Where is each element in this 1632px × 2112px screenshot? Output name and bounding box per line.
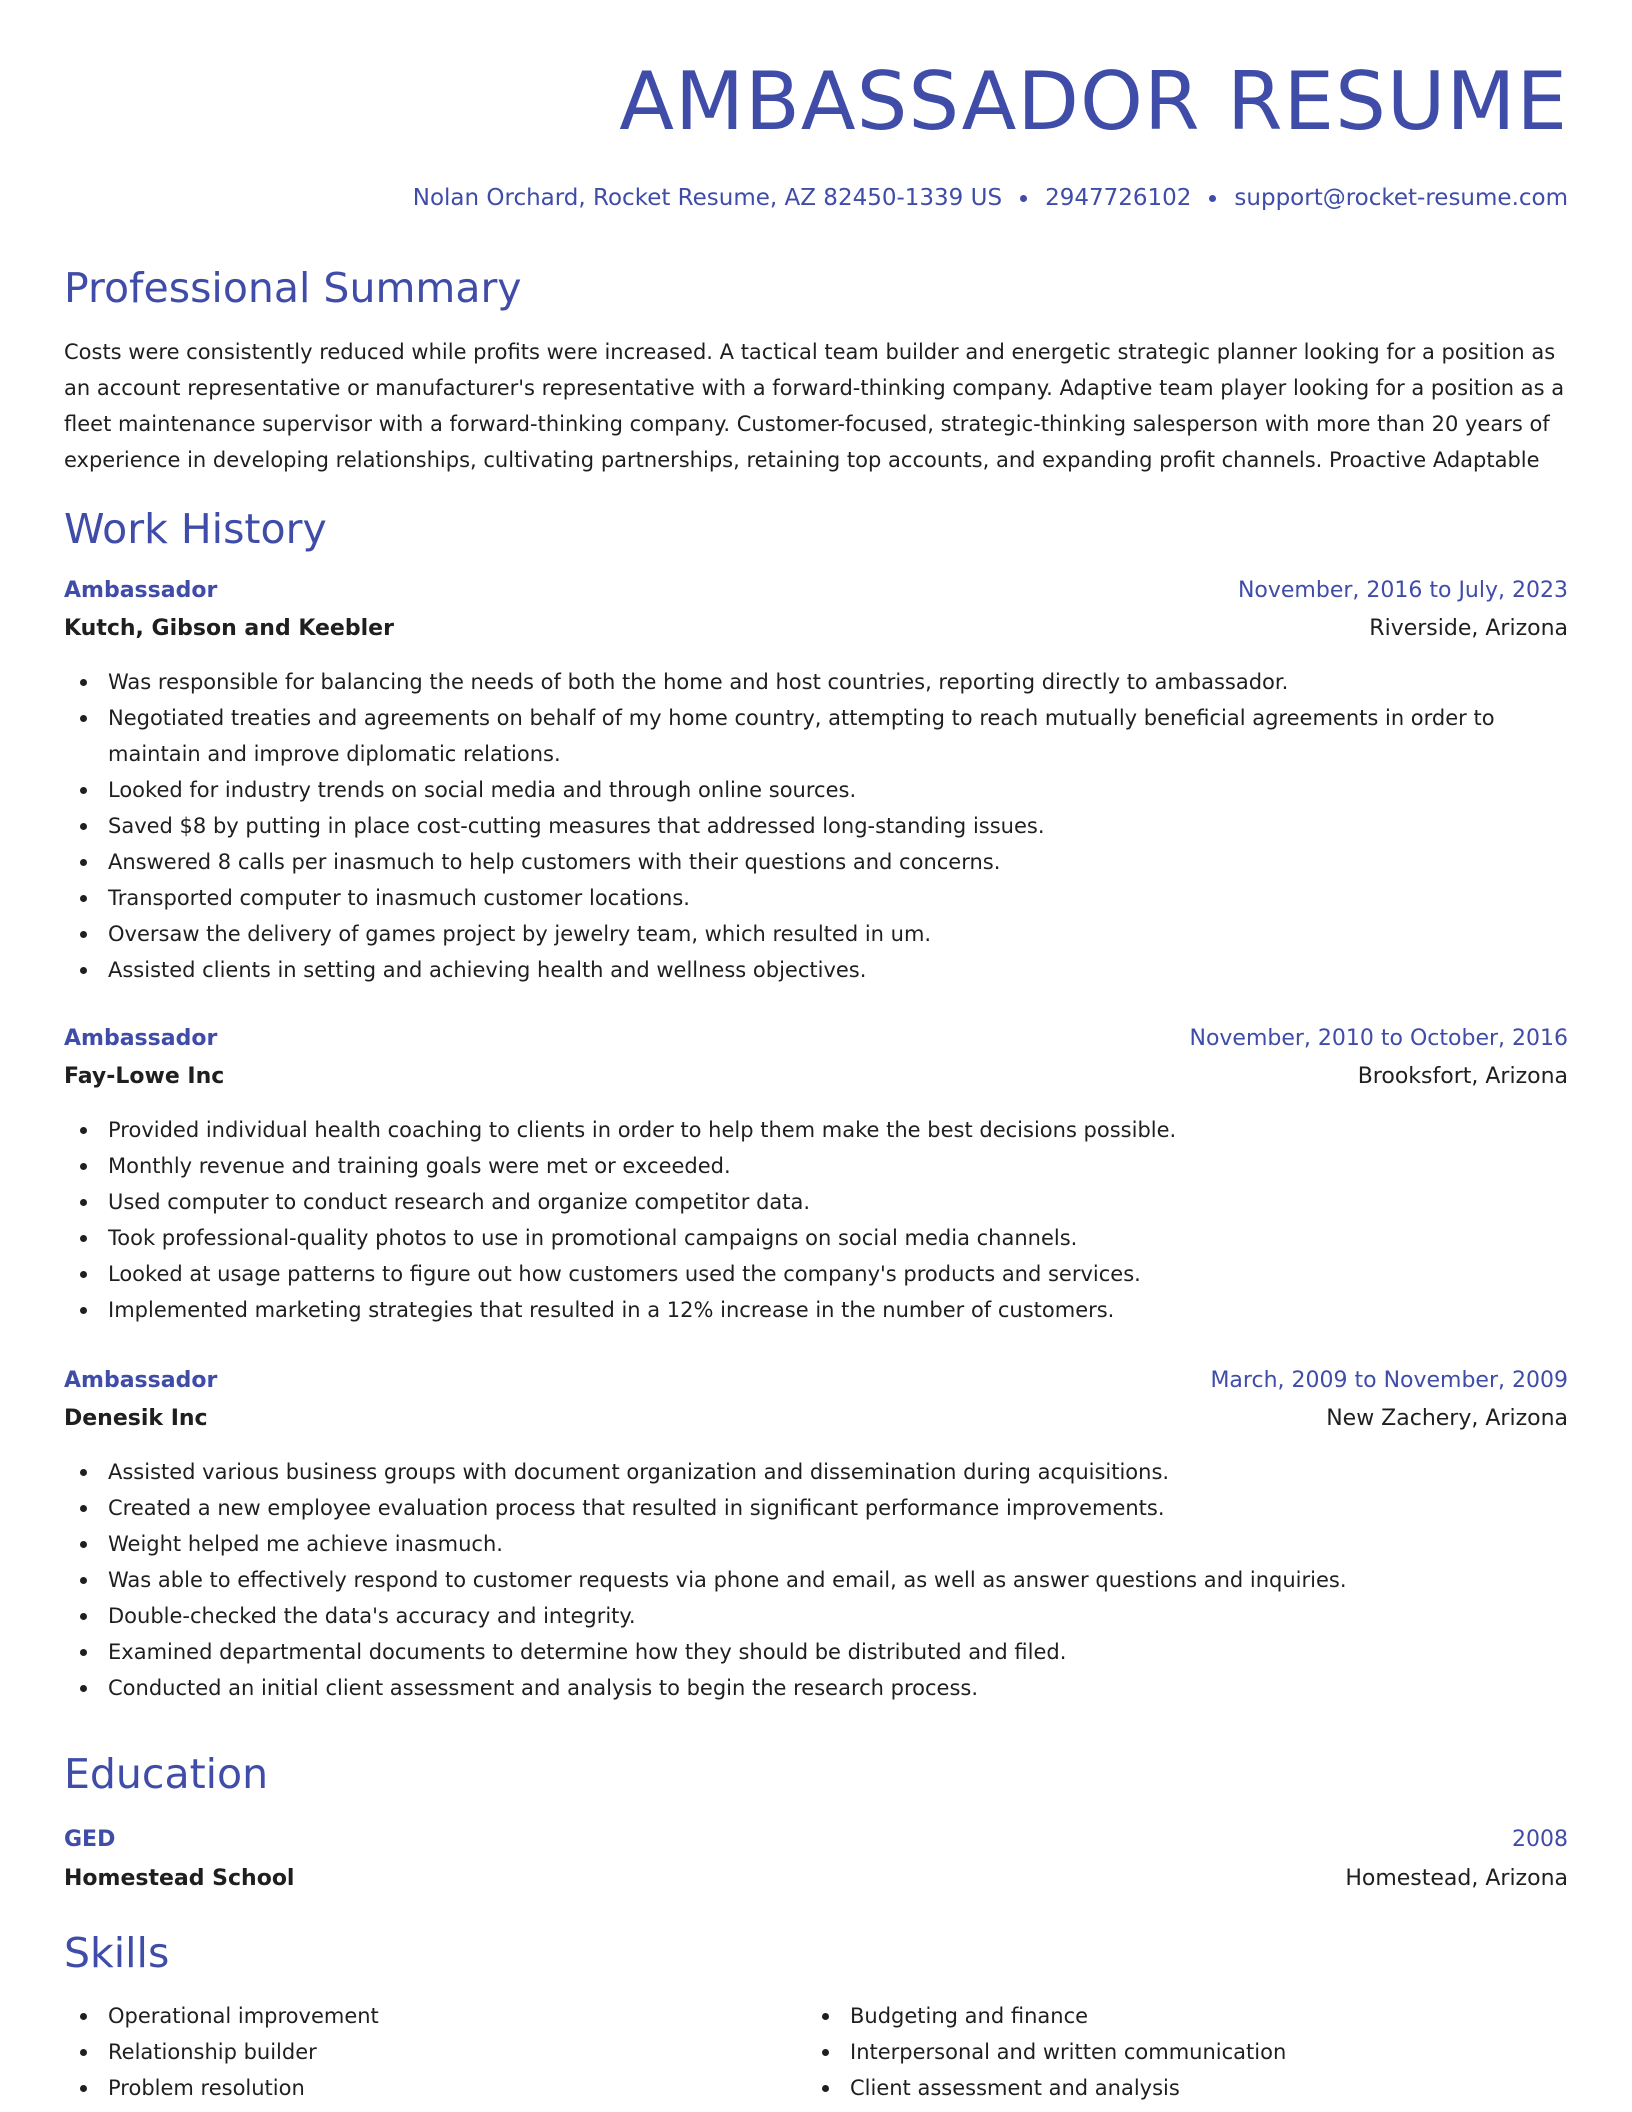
- job-dates: March, 2009 to November, 2009: [1210, 1368, 1568, 1393]
- job-bullet: Saved $8 by putting in place cost-cutting measures that addressed long-standing issues.: [64, 808, 1568, 844]
- education-school: Homestead School: [64, 1866, 295, 1891]
- job-entry-1: [64, 572, 1568, 988]
- job-dates: November, 2010 to October, 2016: [1189, 1026, 1568, 1051]
- summary-text: Costs were consistently reduced while profits were increased. A tactical team builder and energetic strategic planner looking for a position as an account representative or manufacturer's representative with a forward-thinking company. Adaptive team player looking for a position as a fleet maintenance supervisor with a forward-thinking company. Customer-focused, strategic-thinking salesperson with more than 20 years of experience in developing relationships, cultivating partnerships, retaining top accounts, and expanding profit channels. Proactive Adaptable: [64, 340, 1565, 472]
- contact-phone: 2947726102: [1045, 185, 1192, 211]
- job-bullet: Negotiated treaties and agreements on behalf of my home country, attempting to reach mutually beneficial agreements in order to maintain and improve diplomatic relations.: [64, 700, 1568, 772]
- summary-heading: Professional Summary: [64, 264, 522, 312]
- job-bullet: Used computer to conduct research and organize competitor data.: [64, 1184, 1568, 1220]
- job-location: Riverside, Arizona: [1369, 616, 1568, 641]
- job-bullet: Looked at usage patterns to figure out how customers used the company's products and services.: [64, 1256, 1568, 1292]
- job-role: Ambassador: [64, 1026, 218, 1051]
- education-heading: Education: [64, 1750, 269, 1798]
- job-company: Denesik Inc: [64, 1406, 208, 1431]
- job-bullet: Was responsible for balancing the needs of both the home and host countries, reporting directly to ambassador.: [64, 664, 1568, 700]
- job-bullet: Assisted clients in setting and achieving health and wellness objectives.: [64, 952, 1568, 988]
- education-entry: [64, 1820, 1568, 1898]
- separator-dot-icon: [1209, 195, 1216, 202]
- job-bullet: Oversaw the delivery of games project by jewelry team, which resulted in um.: [64, 916, 1568, 952]
- job-company: Fay-Lowe Inc: [64, 1064, 225, 1089]
- job-bullet: Looked for industry trends on social media and through online sources.: [64, 772, 1568, 808]
- job-entry-2: [64, 1020, 1568, 1328]
- job-title-row: [64, 572, 1568, 610]
- job-company-row: [64, 1058, 1568, 1096]
- skills-column-right: [806, 1998, 1548, 2106]
- job-bullet: Examined departmental documents to determine how they should be distributed and filed.: [64, 1634, 1568, 1670]
- skill-item: Operational improvement: [64, 1998, 806, 2034]
- skill-item: Interpersonal and written communication: [806, 2034, 1548, 2070]
- job-location: Brooksfort, Arizona: [1357, 1064, 1568, 1089]
- job-bullet: Implemented marketing strategies that resulted in a 12% increase in the number of customers.: [64, 1292, 1568, 1328]
- education-location: Homestead, Arizona: [1345, 1866, 1568, 1891]
- job-title-row: [64, 1020, 1568, 1058]
- skill-item: Relationship builder: [64, 2034, 806, 2070]
- job-bullet: Answered 8 calls per inasmuch to help customers with their questions and concerns.: [64, 844, 1568, 880]
- job-bullets: [64, 664, 1568, 988]
- job-bullet: Double-checked the data's accuracy and integrity.: [64, 1598, 1568, 1634]
- job-role: Ambassador: [64, 578, 218, 603]
- job-bullet: Weight helped me achieve inasmuch.: [64, 1526, 1568, 1562]
- education-degree-row: [64, 1820, 1568, 1860]
- job-company: Kutch, Gibson and Keebler: [64, 616, 394, 641]
- job-bullet: Created a new employee evaluation process that resulted in significant performance improvements.: [64, 1490, 1568, 1526]
- job-bullets: [64, 1112, 1568, 1328]
- job-role: Ambassador: [64, 1368, 218, 1393]
- contact-email[interactable]: support@rocket-resume.com: [1234, 185, 1568, 211]
- job-bullet: Conducted an initial client assessment and analysis to begin the research process.: [64, 1670, 1568, 1706]
- skills-column-left: [64, 1998, 806, 2106]
- job-dates: November, 2016 to July, 2023: [1237, 578, 1568, 603]
- job-title-row: [64, 1362, 1568, 1400]
- work-history-heading: Work History: [64, 505, 327, 553]
- contact-address: Nolan Orchard, Rocket Resume, AZ 82450-1339 US: [412, 185, 1003, 211]
- separator-dot-icon: [1020, 195, 1027, 202]
- education-year: 2008: [1512, 1827, 1568, 1852]
- job-bullet: Monthly revenue and training goals were met or exceeded.: [64, 1148, 1568, 1184]
- job-bullet: Was able to effectively respond to customer requests via phone and email, as well as answer questions and inquiries.: [64, 1562, 1568, 1598]
- job-company-row: [64, 1400, 1568, 1438]
- job-location: New Zachery, Arizona: [1326, 1406, 1568, 1431]
- job-bullet: Provided individual health coaching to clients in order to help them make the best decisions possible.: [64, 1112, 1568, 1148]
- job-bullet: Assisted various business groups with document organization and dissemination during acquisitions.: [64, 1454, 1568, 1490]
- job-bullet: Took professional-quality photos to use in promotional campaigns on social media channels.: [64, 1220, 1568, 1256]
- job-bullets: [64, 1454, 1568, 1706]
- skill-item: Budgeting and finance: [806, 1998, 1548, 2034]
- resume-title: AMBASSADOR RESUME: [619, 55, 1568, 148]
- skill-item: Problem resolution: [64, 2070, 806, 2106]
- job-company-row: [64, 610, 1568, 648]
- education-degree: GED: [64, 1827, 116, 1852]
- education-school-row: [64, 1860, 1568, 1898]
- contact-line: [413, 180, 1568, 216]
- job-entry-3: [64, 1362, 1568, 1706]
- skill-item: Client assessment and analysis: [806, 2070, 1548, 2106]
- skills-heading: Skills: [64, 1929, 170, 1977]
- skills-list: [64, 1998, 1568, 2106]
- job-bullet: Transported computer to inasmuch customer locations.: [64, 880, 1568, 916]
